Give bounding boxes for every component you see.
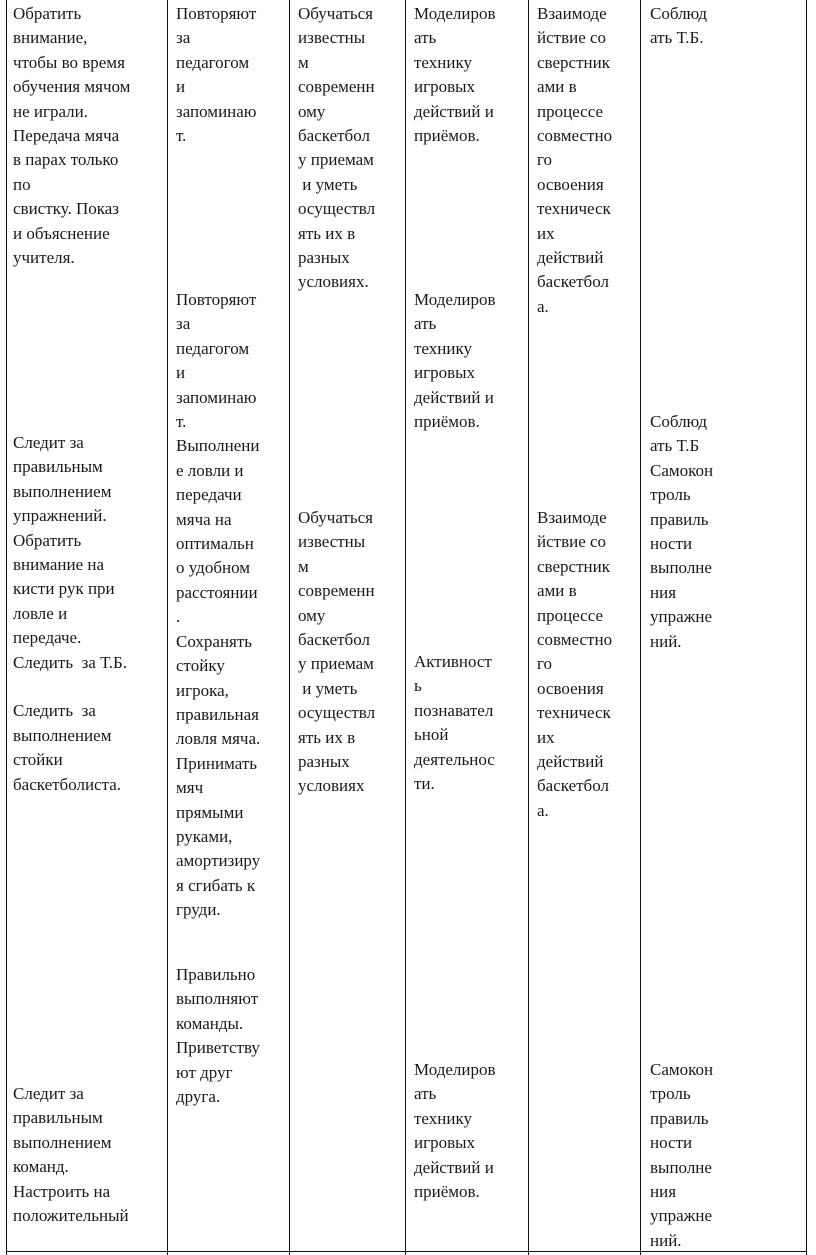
column-divider-2 (289, 0, 290, 1255)
communicative-results-block-1: Взаимоде йствие со сверстник ами в процессе совместно го освоения техническ их действий баскетбол а. (537, 4, 613, 316)
cognitive-results-block-4: Моделиров ать технику игровых действий и приёмов. (414, 1060, 496, 1202)
regulatory-results-block-1: Соблюд ать Т.Б. (650, 4, 708, 48)
teacher-activity-block-3: Следит за правильным выполнением команд. Настроить на положительный (13, 1084, 129, 1226)
cognitive-results-block-1: Моделиров ать технику игровых действий и приёмов. (414, 4, 496, 146)
table-border-left (6, 0, 7, 1255)
teacher-activity-block-2: Следит за правильным выполнением упражнений. Обратить внимание на кисти рук при ловле и передаче. Следить за Т.Б. Следить за выполнением стойки баскетболиста. (13, 433, 128, 794)
column-divider-5 (640, 0, 641, 1255)
student-activity-block-3: Правильно выполняют команды. Приветству ют друг друга. (176, 965, 260, 1107)
subject-results-block-2: Обучаться известны м современн ому баскетбол у приемам и уметь осуществл ять их в разных условиях (298, 508, 376, 796)
column-divider-1 (167, 0, 168, 1255)
cognitive-results-block-3: Активност ь познавател ьной деятельнос ти. (414, 652, 495, 794)
teacher-activity-block-1: Обратить внимание, чтобы во время обучения мячом не играли. Передача мяча в парах только по свистку. Показ и объяснение учителя. (13, 4, 131, 268)
regulatory-results-block-3: Самокон троль правиль ности выполне ния упражне ний. (650, 1060, 714, 1250)
student-activity-block-2: Повторяют за педагогом и запоминаю т. Выполнени е ловли и передачи мяча на оптимальн о удобном расстоянии . Сохранять стойку игрока, правильная ловля мяча. Принимать мяч прямыми руками, амортизиру я сгибать к груди. (176, 290, 261, 920)
table-border-right (806, 0, 807, 1255)
column-divider-3 (405, 0, 406, 1255)
communicative-results-block-2: Взаимоде йствие со сверстник ами в процессе совместно го освоения техническ их действий баскетбол а. (537, 508, 613, 820)
subject-results-block-1: Обучаться известны м современн ому баскетбол у приемам и уметь осуществл ять их в разных условиях. (298, 4, 376, 292)
cognitive-results-block-2: Моделиров ать технику игровых действий и приёмов. (414, 290, 496, 432)
regulatory-results-block-2: Соблюд ать Т.Б Самокон троль правиль ности выполне ния упражне ний. (650, 412, 714, 651)
column-divider-4 (528, 0, 529, 1255)
student-activity-block-1: Повторяют за педагогом и запоминаю т. (176, 4, 257, 146)
